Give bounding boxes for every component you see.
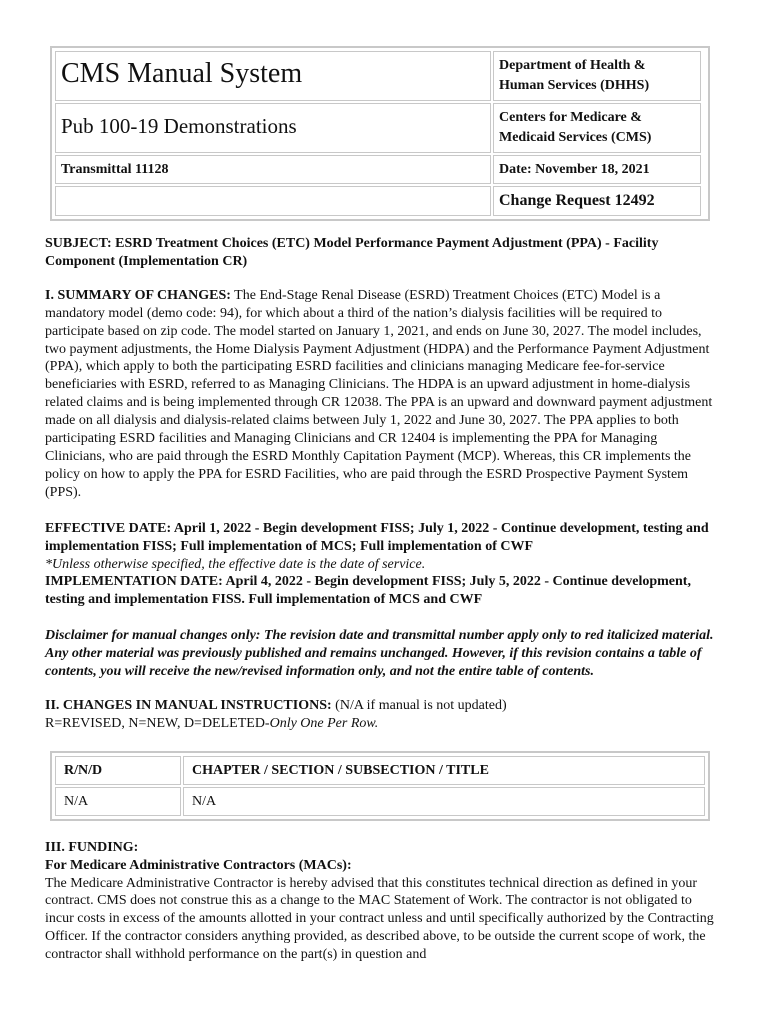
changes-legend-line (45, 715, 715, 733)
pub-cell (55, 103, 491, 153)
dept-line2: Human Services (DHHS) (499, 78, 650, 93)
manual-system-title: CMS Manual System (61, 58, 303, 89)
changes-legend-italic: Only One Per Row. (269, 715, 379, 731)
cms-line1: Centers for Medicare & (499, 110, 642, 125)
changes-heading: II. CHANGES IN MANUAL INSTRUCTIONS: (45, 697, 332, 713)
summary-heading: I. SUMMARY OF CHANGES: (45, 287, 231, 303)
empty-cell (55, 186, 491, 216)
unless-note: *Unless otherwise specified, the effective date is the date of service. (45, 556, 426, 572)
summary-section (45, 287, 715, 502)
pub-title: Pub 100-19 Demonstrations (61, 114, 297, 138)
changes-heading-note: (N/A if manual is not updated) (335, 697, 507, 713)
cms-line2: Medicaid Services (CMS) (499, 130, 652, 145)
summary-body: The End-Stage Renal Disease (ESRD) Treatment Choices (ETC) Model is a mandatory model (demo code: 94), for which about a third of the nation’s dialysis facilities will be required to participate based on zip code. The model started on January 1, 2021, and ends on June 30, 2027. The model includes, two payment adjustments, the Home Dialysis Payment Adjustment (HDPA) and the Performance Payment Adjustment (PPA), which apply to both the participating ESRD facilities and clinicians managing Medicare fee-for-service beneficiaries with ESRD, referred to as Managing Clinicians. The HDPA is an upward adjustment in home-dialysis related claims and is being implemented through CR 12038. The PPA is an upward and downward payment adjustment made on all dialysis and dialysis-related claims between July 1, 2022 and June 30, 2027. The PPA applies to both participating ESRD facilities and Managing Clinicians and CR 12404 is implementing the PPA for Managing Clinicians, who are paid through the ESRD Monthly Capitation Payment (MCP). Whereas, this CR implements the policy on how to apply the PPA for ESRD Facilities, who are paid through the ESRD Prospective Payment System (PPS). (45, 287, 713, 500)
funding-section (45, 839, 715, 964)
cms-cell (493, 103, 701, 153)
table-header-chapter: CHAPTER / SECTION / SUBSECTION / TITLE (183, 756, 705, 785)
funding-subheading: For Medicare Administrative Contractors (MACs): (45, 857, 352, 873)
table-row (54, 786, 706, 817)
implementation-date: IMPLEMENTATION DATE: April 4, 2022 - Begin development FISS; July 5, 2022 - Continue development, testing and implementation FISS. Full implementation of MCS and CWF (45, 574, 691, 608)
header-table (50, 46, 710, 221)
funding-body: The Medicare Administrative Contractor is hereby advised that this constitutes technical direction as defined in your contract. CMS does not construe this as a change to the MAC Statement of Work. The contractor is not obligated to incur costs in excess of the amounts allotted in your contract unless and until specifically authorized by the Contracting Officer. If the contractor considers anything provided, as described above, to be outside the current scope of work, the contractor shall withhold performance on the part(s) in question and (45, 875, 714, 963)
change-request-text: Change Request 12492 (499, 192, 655, 209)
disclaimer: Disclaimer for manual changes only: The revision date and transmittal number apply only to red italicized material. Any other material was previously published and remains unchanged. However, if this revision contains a table of contents, you will receive the new/revised information only, and not the entire table of contents. (45, 628, 714, 680)
manual-system-cell (55, 51, 491, 101)
table-cell-rnd: N/A (55, 787, 181, 816)
effective-date: EFFECTIVE DATE: April 1, 2022 - Begin development FISS; July 1, 2022 - Continue development, testing and implementation FISS; Full implementation of MCS; Full implementation of CWF (45, 520, 709, 554)
effective-section (45, 520, 715, 610)
dept-cell (493, 51, 701, 101)
date-cell (493, 155, 701, 184)
changes-heading-line (45, 697, 715, 715)
document-page (45, 46, 715, 964)
table-header-row (54, 755, 706, 786)
subject-line: SUBJECT: ESRD Treatment Choices (ETC) Model Performance Payment Adjustment (PPA) - Facility Component (Implementation CR) (45, 236, 659, 269)
changes-table (50, 751, 710, 821)
date-text: Date: November 18, 2021 (499, 162, 650, 177)
change-request-cell (493, 186, 701, 216)
table-header-rnd: R/N/D (55, 756, 181, 785)
changes-section (45, 697, 715, 733)
transmittal-number: Transmittal 11128 (61, 162, 169, 177)
table-cell-chapter: N/A (183, 787, 705, 816)
changes-legend: R=REVISED, N=NEW, D=DELETED- (45, 715, 270, 731)
funding-heading: III. FUNDING: (45, 839, 139, 855)
dept-line1: Department of Health & (499, 58, 646, 73)
transmittal-cell (55, 155, 491, 184)
